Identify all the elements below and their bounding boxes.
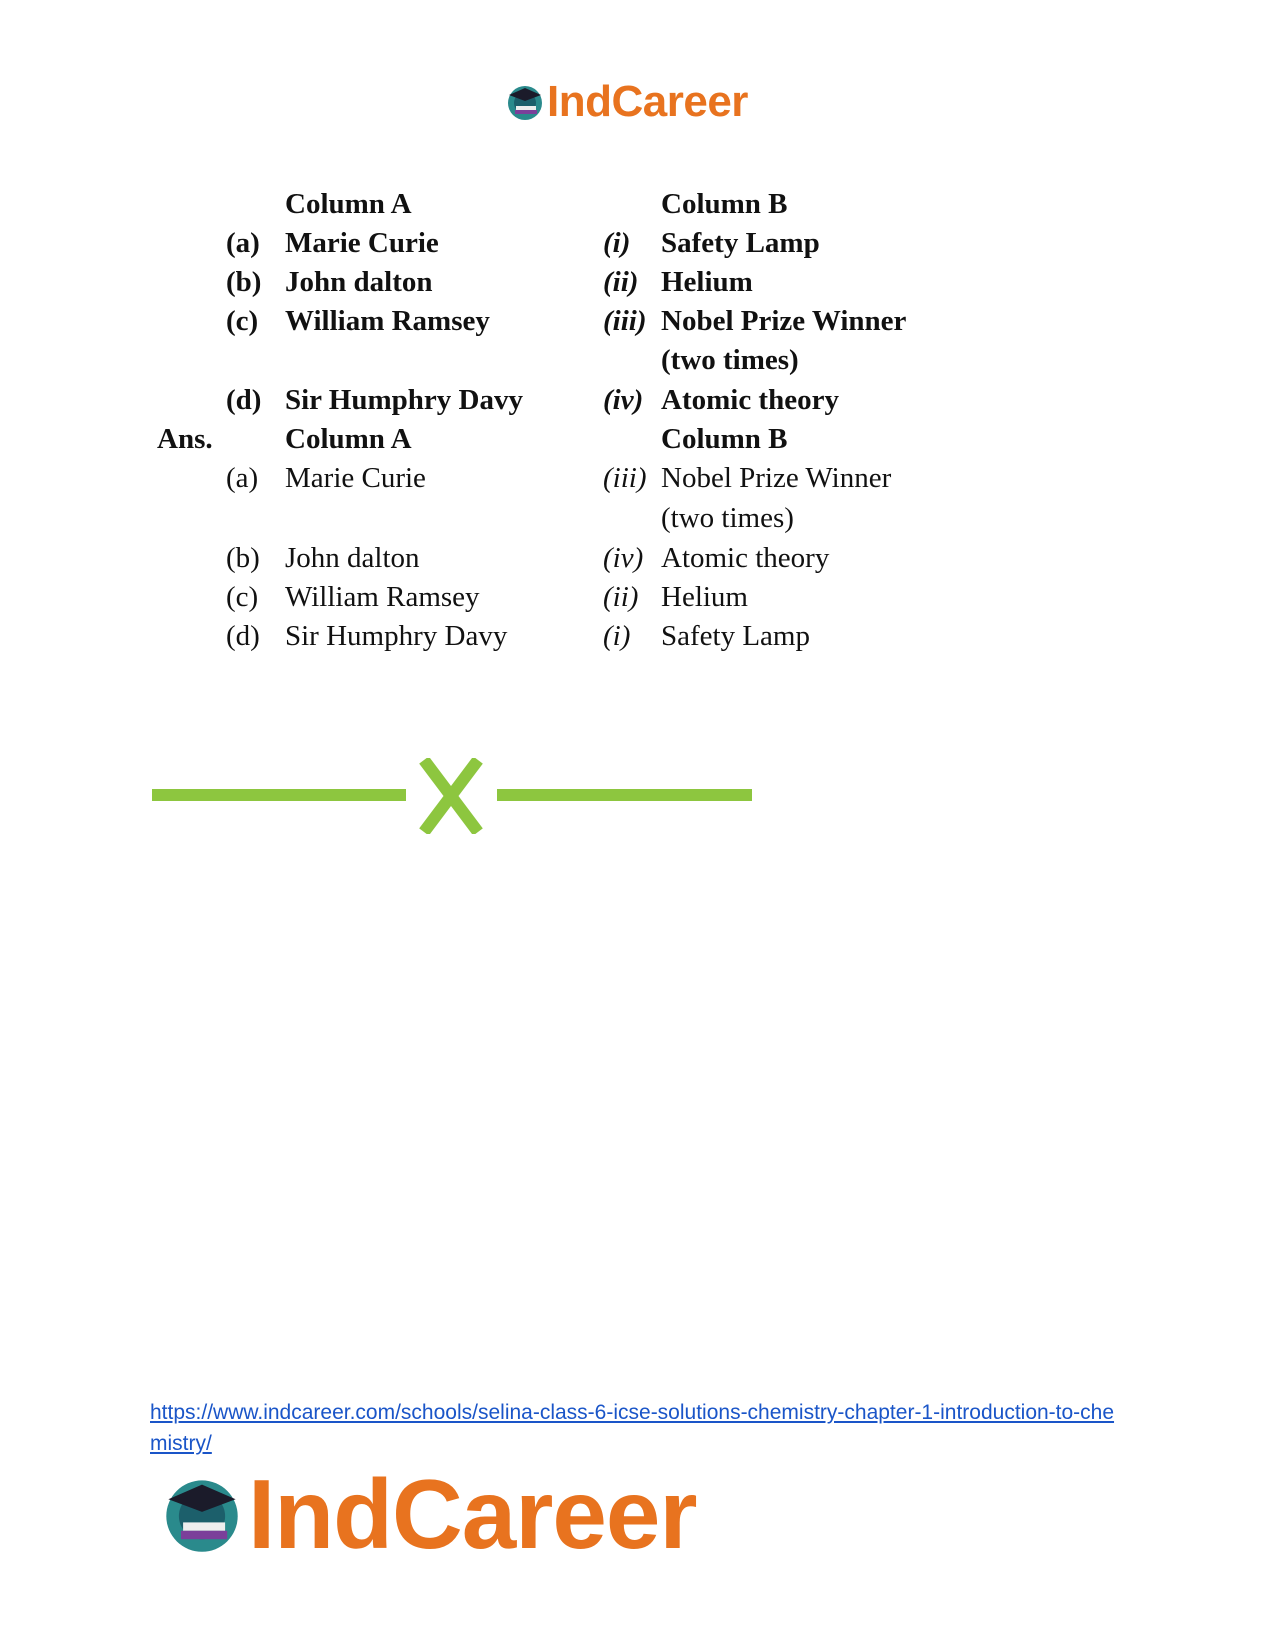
column-b-header: Column B [661, 423, 788, 455]
row-letter: (d) [226, 384, 262, 416]
column-b-item: Safety Lamp [661, 620, 810, 652]
column-a-header: Column A [285, 188, 412, 220]
column-a-item: Marie Curie [285, 227, 439, 259]
answer-header-row [0, 419, 1275, 459]
column-a-item: John dalton [285, 266, 433, 298]
row-roman: (ii) [603, 266, 639, 298]
graduation-cap-book-icon [505, 82, 545, 122]
row-letter: (a) [226, 462, 259, 494]
row-roman: (iv) [603, 384, 644, 416]
row-roman: (iii) [603, 305, 647, 337]
column-a-item: Sir Humphry Davy [285, 620, 508, 652]
row-letter: (c) [226, 305, 259, 337]
column-a-item: Marie Curie [285, 462, 426, 494]
column-b-item: Atomic theory [661, 384, 839, 416]
column-b-item-continuation: (two times) [661, 344, 799, 376]
logo-text: IndCareer [547, 77, 748, 126]
logo-text: IndCareer [248, 1459, 697, 1569]
graduation-cap-book-icon [160, 1472, 244, 1556]
question-row [0, 301, 1275, 341]
answer-row-continuation [0, 498, 1275, 538]
column-a-item: Sir Humphry Davy [285, 384, 523, 416]
column-b-item-continuation: (two times) [661, 502, 794, 534]
row-roman: (i) [603, 227, 631, 259]
indcareer-logo-top [505, 77, 748, 126]
divider-line-left [152, 789, 406, 801]
indcareer-logo-bottom [160, 1459, 697, 1569]
row-letter: (b) [226, 266, 262, 298]
row-roman: (ii) [603, 581, 639, 613]
answer-row [0, 458, 1275, 498]
row-letter: (c) [226, 581, 259, 613]
column-b-item: Atomic theory [661, 542, 830, 574]
column-b-item: Nobel Prize Winner [661, 305, 907, 337]
divider-line-right [497, 789, 752, 801]
row-roman: (i) [603, 620, 631, 652]
column-a-item: William Ramsey [285, 305, 490, 337]
question-row-continuation [0, 340, 1275, 380]
row-letter: (d) [226, 620, 260, 652]
question-header-row [0, 184, 1275, 224]
column-b-header: Column B [661, 188, 788, 220]
column-b-item: Helium [661, 266, 753, 298]
question-row [0, 262, 1275, 302]
answer-label: Ans. [157, 423, 213, 455]
row-roman: (iii) [603, 462, 647, 494]
divider-x-icon [424, 760, 478, 832]
column-b-item: Nobel Prize Winner [661, 462, 892, 494]
row-roman: (iv) [603, 542, 644, 574]
question-row [0, 223, 1275, 263]
answer-row [0, 577, 1275, 617]
column-a-item: John dalton [285, 542, 420, 574]
column-b-item: Safety Lamp [661, 227, 820, 259]
question-row [0, 380, 1275, 420]
row-letter: (b) [226, 542, 260, 574]
source-url-link[interactable]: https://www.indcareer.com/schools/selina-class-6-icse-solutions-chemistry-chapter-1-introduction-to-chemistry/ [150, 1401, 1115, 1455]
row-letter: (a) [226, 227, 260, 259]
column-b-item: Helium [661, 581, 748, 613]
column-a-item: William Ramsey [285, 581, 480, 613]
answer-row [0, 538, 1275, 578]
section-divider [152, 758, 752, 834]
column-a-header: Column A [285, 423, 412, 455]
answer-row [0, 616, 1275, 656]
